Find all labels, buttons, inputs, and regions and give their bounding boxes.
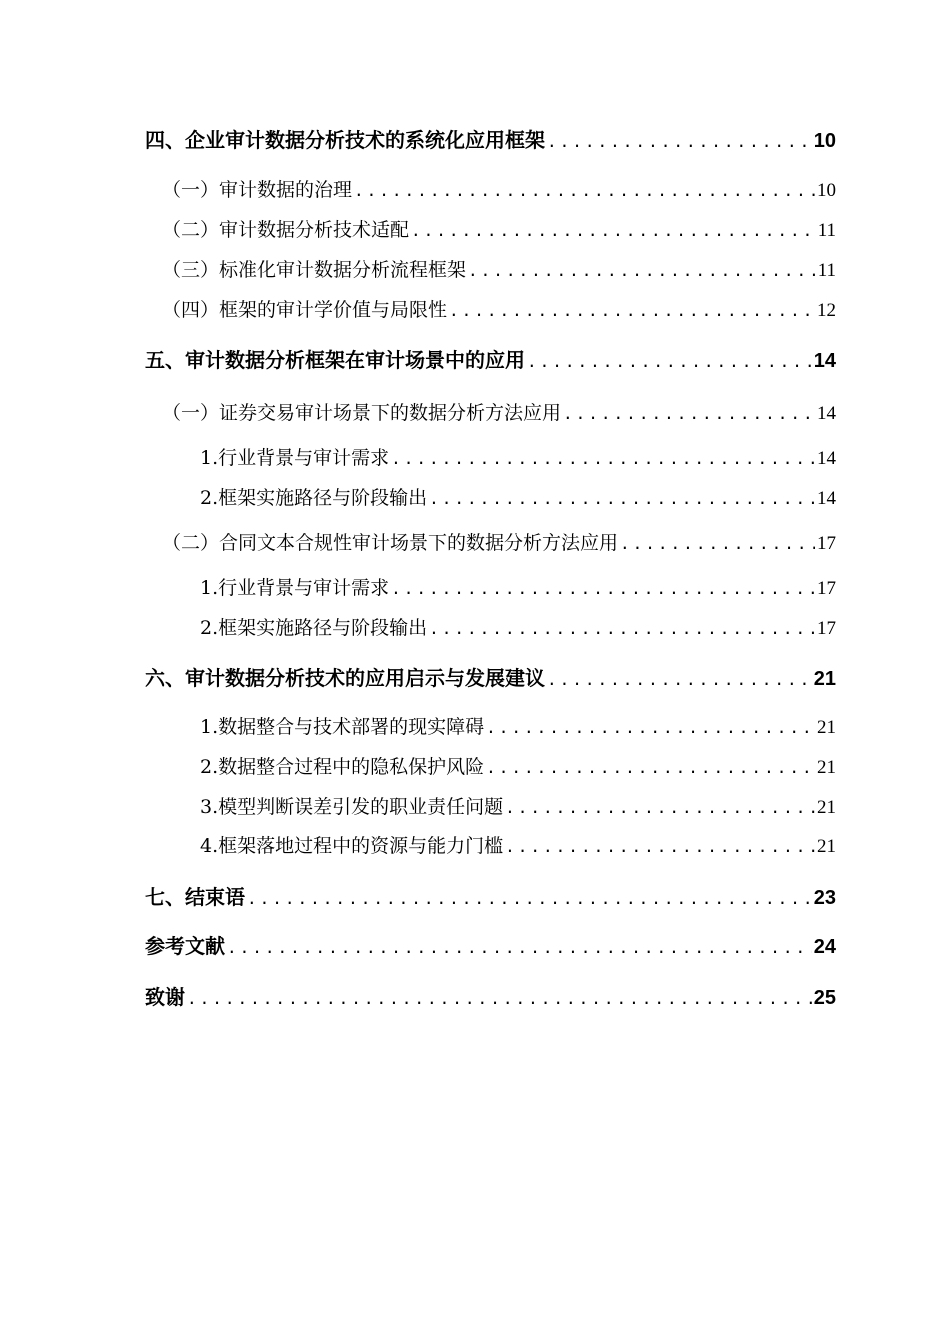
dot-leader — [411, 221, 816, 240]
toc-entry-chapter-7[interactable] — [145, 881, 836, 910]
toc-entry-title: 2.框架实施路径与阶段输出 — [200, 487, 428, 509]
toc-entry-section-5-1[interactable] — [162, 398, 836, 425]
toc-entry-subsection-6-3[interactable] — [200, 792, 836, 819]
toc-entry-title: 1.数据整合与技术部署的现实障碍 — [200, 716, 485, 738]
dot-leader — [187, 989, 812, 1008]
toc-entry-title: 四、企业审计数据分析技术的系统化应用框架 — [145, 128, 545, 152]
toc-entry-page: 21 — [817, 836, 836, 857]
dot-leader — [391, 449, 815, 468]
toc-entry-page: 17 — [817, 618, 836, 639]
toc-entry-page: 14 — [817, 488, 836, 509]
toc-entry-title: 1.行业背景与审计需求 — [200, 447, 390, 469]
toc-entry-subsection-6-2[interactable] — [200, 752, 836, 779]
toc-entry-title: 参考文献 — [145, 934, 225, 958]
dot-leader — [429, 489, 815, 508]
toc-entry-page: 10 — [817, 180, 836, 201]
toc-entry-page: 17 — [817, 578, 836, 599]
toc-entry-subsection-5-2-2[interactable] — [200, 613, 836, 640]
dot-leader — [547, 670, 812, 689]
toc-entry-page: 11 — [817, 220, 836, 241]
toc-entry-title: （二）合同文本合规性审计场景下的数据分析方法应用 — [162, 532, 619, 554]
toc-entry-chapter-5[interactable] — [145, 344, 836, 373]
dot-leader — [486, 758, 815, 777]
toc-entry-title: （四）框架的审计学价值与局限性 — [162, 299, 448, 321]
toc-entry-acknowledgements[interactable] — [145, 981, 836, 1010]
toc-entry-title: 4.框架落地过程中的资源与能力门槛 — [200, 835, 504, 857]
dot-leader — [620, 534, 815, 553]
toc-entry-chapter-6[interactable] — [145, 662, 836, 691]
toc-entry-subsection-6-1[interactable] — [200, 712, 836, 739]
toc-entry-title: 2.数据整合过程中的隐私保护风险 — [200, 756, 485, 778]
toc-entry-page: 14 — [817, 403, 836, 424]
dot-leader — [354, 181, 815, 200]
toc-entry-page: 21 — [817, 717, 836, 738]
dot-leader — [547, 132, 812, 151]
toc-entry-title: 1.行业背景与审计需求 — [200, 577, 390, 599]
dot-leader — [227, 938, 812, 957]
toc-entry-section-4-1[interactable] — [162, 175, 836, 202]
dot-leader — [468, 261, 816, 280]
toc-entry-page: 21 — [817, 757, 836, 778]
toc-entry-section-4-2[interactable] — [162, 215, 836, 242]
toc-entry-page: 25 — [813, 987, 836, 1009]
dot-leader — [247, 889, 812, 908]
toc-entry-page: 11 — [817, 260, 836, 281]
toc-entry-subsection-6-4[interactable] — [200, 831, 836, 858]
toc-entry-section-5-2[interactable] — [162, 528, 836, 555]
toc-entry-title: （三）标准化审计数据分析流程框架 — [162, 259, 467, 281]
toc-entry-section-4-4[interactable] — [162, 295, 836, 322]
toc-entry-page: 17 — [817, 533, 836, 554]
toc-entry-title: 2.框架实施路径与阶段输出 — [200, 617, 428, 639]
toc-entry-page: 12 — [817, 300, 836, 321]
toc-entry-title: （一）证券交易审计场景下的数据分析方法应用 — [162, 402, 562, 424]
toc-entry-page: 14 — [817, 448, 836, 469]
toc-entry-page: 23 — [813, 887, 836, 909]
toc-entry-title: （二）审计数据分析技术适配 — [162, 219, 410, 241]
dot-leader — [505, 798, 815, 817]
toc-entry-title: 六、审计数据分析技术的应用启示与发展建议 — [145, 666, 545, 690]
toc-entry-page: 21 — [813, 668, 836, 690]
toc-entry-title: 五、审计数据分析框架在审计场景中的应用 — [145, 348, 525, 372]
toc-entry-title: （一）审计数据的治理 — [162, 179, 353, 201]
toc-entry-title: 3.模型判断误差引发的职业责任问题 — [200, 796, 504, 818]
dot-leader — [449, 301, 815, 320]
toc-entry-page: 21 — [817, 797, 836, 818]
toc-entry-subsection-5-1-2[interactable] — [200, 483, 836, 510]
toc-entry-page: 14 — [813, 350, 836, 372]
toc-entry-subsection-5-2-1[interactable] — [200, 573, 836, 600]
toc-entry-chapter-4[interactable] — [145, 124, 836, 153]
dot-leader — [527, 352, 812, 371]
toc-entry-subsection-5-1-1[interactable] — [200, 443, 836, 470]
toc-entry-title: 七、结束语 — [145, 885, 245, 909]
dot-leader — [505, 837, 815, 856]
toc-entry-page: 10 — [813, 130, 836, 152]
toc-entry-page: 24 — [813, 936, 836, 958]
dot-leader — [429, 619, 815, 638]
dot-leader — [563, 404, 815, 423]
dot-leader — [391, 579, 815, 598]
toc-entry-title: 致谢 — [145, 985, 185, 1009]
dot-leader — [486, 718, 815, 737]
toc-entry-references[interactable] — [145, 930, 836, 959]
toc-entry-section-4-3[interactable] — [162, 255, 836, 282]
